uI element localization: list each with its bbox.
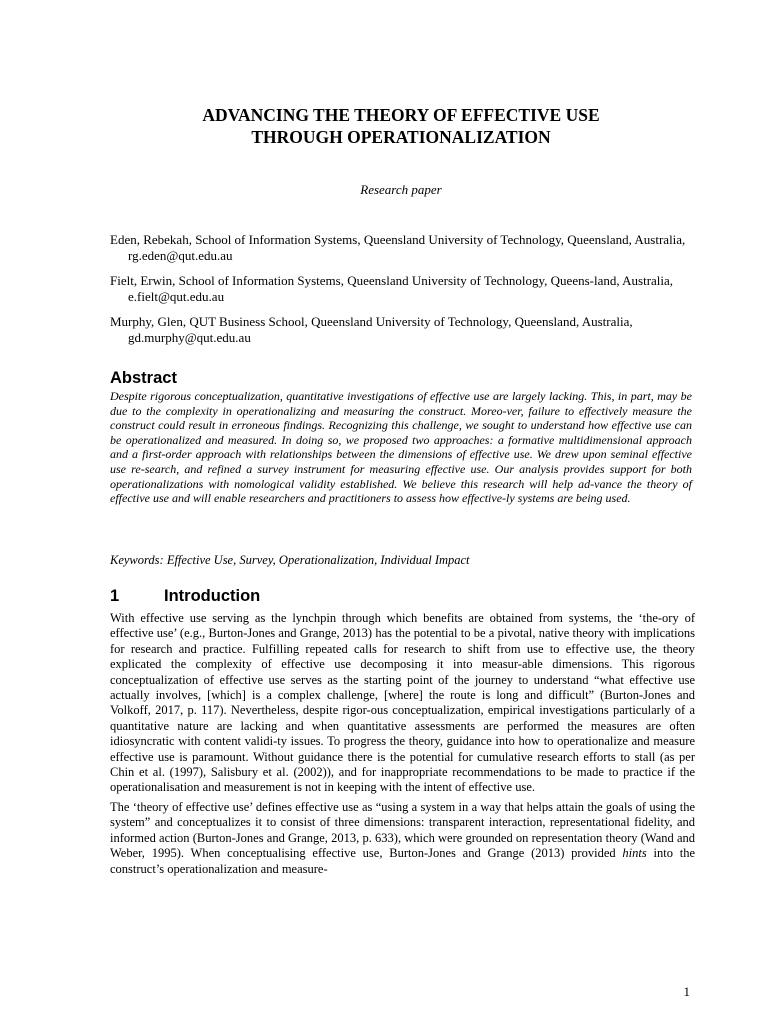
section-title: Introduction bbox=[164, 587, 261, 605]
paragraph-2-emphasis: hints bbox=[622, 846, 647, 861]
keywords: Keywords: Effective Use, Survey, Operationalization, Individual Impact bbox=[110, 553, 470, 567]
title-line-1: ADVANCING THE THEORY OF EFFECTIVE USE bbox=[202, 105, 600, 125]
paper-type: Research paper bbox=[360, 182, 442, 197]
author-murphy: Murphy, Glen, QUT Business School, Queensland University of Technology, Queensland, Australia, gd.murphy@qut.edu.au bbox=[110, 314, 633, 345]
paragraph-1: With effective use serving as the lynchpin through which benefits are obtained from systems, the ‘the-ory of effective use’ (e.g., Burton-Jones and Grange, 2013) has the potential to be a pivotal, native theory with implications for research and practice. Fulfilling repeated calls for research to shift from use to effective use, the theory explicated the complexity of effective use decomposing it into measur-able dimensions. This rigorous conceptualization of effective use serves as the starting point of the journey to understand “what effective use actually involves, [which] is a complex challenge, [where] the route is long and difficult” (Burton-Jones and Volkoff, 2017, p. 117). Nevertheless, despite rigor-ous conceptualization, empirical investigations particularly of a quantitative nature are lacking and when quantitative assessments are performed the measures are often idiosyncratic with content validi-ty issues. To progress the theory, guidance into how to operationalize and measure effective use is paramount. Without guidance there is the potential for cumulative research efforts to stall (as per Chin et al. (1997), Salisbury et al. (2002)), and for inappropriate recommendations to be made to practice if the operationalisation and measurement is not in keeping with the intent of effective use. bbox=[110, 611, 695, 795]
section-heading-introduction bbox=[110, 586, 260, 606]
abstract-heading: Abstract bbox=[110, 369, 177, 387]
paragraph-2-start: The ‘theory of effective use’ defines effective use as “using a system in a way that helps attain the goals of using the system” and conceptualizes it to consist of three dimensions: transparent interaction, representational fidelity, and informed action (Burton-Jones and Grange, 2013, p. 633), which were grounded on representation theory (Wand and Weber, 1995). When conceptualising effective use, Burton-Jones and Grange (2013) provided bbox=[110, 799, 695, 861]
author-list bbox=[110, 232, 690, 355]
paragraph-2 bbox=[110, 800, 695, 877]
introduction-body bbox=[110, 611, 695, 881]
page-number: 1 bbox=[683, 984, 690, 999]
author-eden: Eden, Rebekah, School of Information Systems, Queensland University of Technology, Queensland, Australia, rg.eden@qut.edu.au bbox=[110, 232, 686, 263]
section-number: 1 bbox=[110, 587, 120, 605]
author-fielt: Fielt, Erwin, School of Information Systems, Queensland University of Technology, Queens-land, Australia, e.fielt@qut.edu.au bbox=[110, 273, 674, 304]
title-line-2: THROUGH OPERATIONALIZATION bbox=[251, 127, 551, 147]
paragraph-2-end: into the construct’s operationalization and measure- bbox=[110, 846, 695, 876]
paper-title bbox=[110, 104, 692, 148]
abstract-text: Despite rigorous conceptualization, quantitative investigations of effective use are largely lacking. This, in part, may be due to the complexity in operationalizing and measuring the construct. Moreo-ver, failure to effectively measure the construct could result in erroneous findings. Recognizing this challenge, we sought to understand how effective use can be operationalized and measured. In doing so, we proposed two approaches: a formative multidimensional approach and a first-order approach with relationships between the dimensions of effective use. We drew upon seminal effective use re-search, and refined a survey instrument for measuring effective use. Our analysis provides support for both operationalizations with nomological validity established. We believe this research will help ad-vance the theory of effective use and will enable researchers and practitioners to assess how effective-ly systems are being used. bbox=[110, 389, 692, 506]
